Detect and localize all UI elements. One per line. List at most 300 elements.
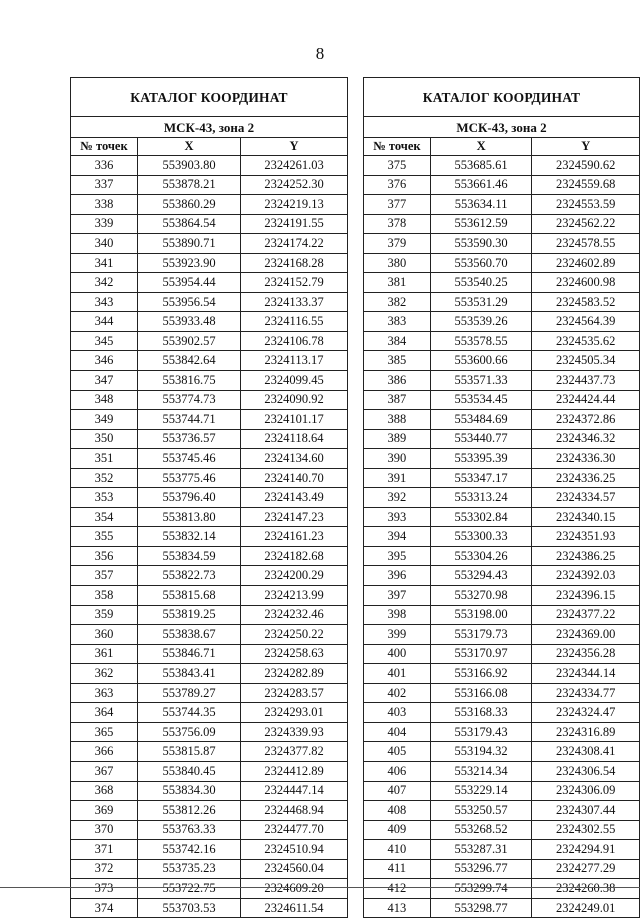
table-row [364,156,640,176]
x-coordinate-cell: 553860.29 [138,195,241,215]
table-row [71,546,348,566]
catalog-title: КАТАЛОГ КООРДИНАТ [71,78,348,117]
x-coordinate-cell: 553789.27 [138,683,241,703]
y-coordinate-cell: 2324261.03 [241,156,348,176]
table-row [71,468,348,488]
table-row [71,683,348,703]
column-header-x: X [430,138,532,156]
x-coordinate-cell: 553878.21 [138,175,241,195]
x-coordinate-cell: 553531.29 [430,292,532,312]
y-coordinate-cell: 2324147.23 [241,507,348,527]
y-coordinate-cell: 2324369.00 [532,625,640,645]
table-row [364,331,640,351]
table-row [71,859,348,879]
table-row [71,195,348,215]
x-coordinate-cell: 553194.32 [430,742,532,762]
y-coordinate-cell: 2324293.01 [241,703,348,723]
table-row [364,195,640,215]
y-coordinate-cell: 2324152.79 [241,273,348,293]
y-coordinate-cell: 2324334.77 [532,683,640,703]
point-number-cell: 371 [71,840,138,860]
x-coordinate-cell: 553832.14 [138,527,241,547]
column-header-point-number: № точек [364,138,431,156]
y-coordinate-cell: 2324602.89 [532,253,640,273]
point-number-cell: 394 [364,527,431,547]
y-coordinate-cell: 2324336.25 [532,468,640,488]
x-coordinate-cell: 553842.64 [138,351,241,371]
table-row [71,742,348,762]
table-row [71,879,348,899]
x-coordinate-cell: 553846.71 [138,644,241,664]
x-coordinate-cell: 553229.14 [430,781,532,801]
y-coordinate-cell: 2324356.28 [532,644,640,664]
point-number-cell: 370 [71,820,138,840]
x-coordinate-cell: 553819.25 [138,605,241,625]
point-number-cell: 369 [71,801,138,821]
y-coordinate-cell: 2324583.52 [532,292,640,312]
x-coordinate-cell: 553313.24 [430,488,532,508]
point-number-cell: 355 [71,527,138,547]
y-coordinate-cell: 2324294.91 [532,840,640,860]
point-number-cell: 372 [71,859,138,879]
y-coordinate-cell: 2324101.17 [241,410,348,430]
point-number-cell: 406 [364,761,431,781]
y-coordinate-cell: 2324200.29 [241,566,348,586]
x-coordinate-cell: 553298.77 [430,898,532,918]
point-number-cell: 405 [364,742,431,762]
table-row [71,331,348,351]
table-row [71,312,348,332]
y-coordinate-cell: 2324283.57 [241,683,348,703]
table-row [71,253,348,273]
x-coordinate-cell: 553270.98 [430,586,532,606]
table-row [364,683,640,703]
y-coordinate-cell: 2324340.15 [532,507,640,527]
table-row [364,449,640,469]
point-number-cell: 377 [364,195,431,215]
y-coordinate-cell: 2324168.28 [241,253,348,273]
point-number-cell: 383 [364,312,431,332]
x-coordinate-cell: 553816.75 [138,371,241,391]
y-coordinate-cell: 2324377.22 [532,605,640,625]
table-row [364,859,640,879]
table-row [364,605,640,625]
x-coordinate-cell: 553736.57 [138,429,241,449]
table-row [71,605,348,625]
table-row [71,292,348,312]
y-coordinate-cell: 2324282.89 [241,664,348,684]
point-number-cell: 337 [71,175,138,195]
point-number-cell: 384 [364,331,431,351]
y-coordinate-cell: 2324249.01 [532,898,640,918]
x-coordinate-cell: 553763.33 [138,820,241,840]
point-number-cell: 389 [364,429,431,449]
table-row [364,879,640,899]
point-number-cell: 375 [364,156,431,176]
y-coordinate-cell: 2324250.22 [241,625,348,645]
point-number-cell: 403 [364,703,431,723]
y-coordinate-cell: 2324277.29 [532,859,640,879]
y-coordinate-cell: 2324505.34 [532,351,640,371]
table-row [71,761,348,781]
table-row [364,175,640,195]
point-number-cell: 413 [364,898,431,918]
point-number-cell: 410 [364,840,431,860]
x-coordinate-cell: 553815.87 [138,742,241,762]
point-number-cell: 361 [71,644,138,664]
table-row [364,507,640,527]
table-row [71,390,348,410]
point-number-cell: 341 [71,253,138,273]
x-coordinate-cell: 553843.41 [138,664,241,684]
point-number-cell: 356 [71,546,138,566]
x-coordinate-cell: 553539.26 [430,312,532,332]
x-coordinate-cell: 553834.59 [138,546,241,566]
y-coordinate-cell: 2324477.70 [241,820,348,840]
table-row [364,253,640,273]
table-row [364,390,640,410]
x-coordinate-cell: 553812.26 [138,801,241,821]
y-coordinate-cell: 2324344.14 [532,664,640,684]
x-coordinate-cell: 553179.43 [430,722,532,742]
point-number-cell: 392 [364,488,431,508]
table-row [364,625,640,645]
column-header-y: Y [532,138,640,156]
y-coordinate-cell: 2324134.60 [241,449,348,469]
point-number-cell: 344 [71,312,138,332]
column-header-row [71,138,348,156]
point-number-cell: 396 [364,566,431,586]
y-coordinate-cell: 2324182.68 [241,546,348,566]
y-coordinate-cell: 2324334.57 [532,488,640,508]
point-number-cell: 350 [71,429,138,449]
y-coordinate-cell: 2324133.37 [241,292,348,312]
table-row [71,566,348,586]
x-coordinate-cell: 553744.35 [138,703,241,723]
y-coordinate-cell: 2324346.32 [532,429,640,449]
x-coordinate-cell: 553661.46 [430,175,532,195]
y-coordinate-cell: 2324099.45 [241,371,348,391]
point-number-cell: 348 [71,390,138,410]
x-coordinate-cell: 553745.46 [138,449,241,469]
y-coordinate-cell: 2324560.04 [241,859,348,879]
table-row [364,801,640,821]
x-coordinate-cell: 553198.00 [430,605,532,625]
table-row [364,898,640,918]
table-row [71,175,348,195]
x-coordinate-cell: 553168.33 [430,703,532,723]
y-coordinate-cell: 2324090.92 [241,390,348,410]
point-number-cell: 367 [71,761,138,781]
point-number-cell: 351 [71,449,138,469]
column-header-row [364,138,640,156]
table-row [71,527,348,547]
point-number-cell: 393 [364,507,431,527]
point-number-cell: 399 [364,625,431,645]
table-row [71,820,348,840]
y-coordinate-cell: 2324306.54 [532,761,640,781]
table-row [364,586,640,606]
table-row [71,507,348,527]
y-coordinate-cell: 2324590.62 [532,156,640,176]
y-coordinate-cell: 2324252.30 [241,175,348,195]
x-coordinate-cell: 553268.52 [430,820,532,840]
y-coordinate-cell: 2324118.64 [241,429,348,449]
table-row [71,840,348,860]
column-header-y: Y [241,138,348,156]
x-coordinate-cell: 553840.45 [138,761,241,781]
table-row [364,429,640,449]
x-coordinate-cell: 553756.09 [138,722,241,742]
table-row [364,214,640,234]
y-coordinate-cell: 2324562.22 [532,214,640,234]
point-number-cell: 400 [364,644,431,664]
y-coordinate-cell: 2324377.82 [241,742,348,762]
y-coordinate-cell: 2324553.59 [532,195,640,215]
x-coordinate-cell: 553685.61 [430,156,532,176]
y-coordinate-cell: 2324140.70 [241,468,348,488]
point-number-cell: 354 [71,507,138,527]
y-coordinate-cell: 2324336.30 [532,449,640,469]
x-coordinate-cell: 553302.84 [430,507,532,527]
point-number-cell: 382 [364,292,431,312]
x-coordinate-cell: 553744.71 [138,410,241,430]
point-number-cell: 342 [71,273,138,293]
point-number-cell: 358 [71,586,138,606]
table-row [71,722,348,742]
table-row [364,410,640,430]
point-number-cell: 373 [71,879,138,899]
table-row [364,351,640,371]
point-number-cell: 387 [364,390,431,410]
table-row [364,292,640,312]
point-number-cell: 363 [71,683,138,703]
y-coordinate-cell: 2324468.94 [241,801,348,821]
zone-title: МСК-43, зона 2 [71,117,348,138]
point-number-cell: 343 [71,292,138,312]
table-row [364,546,640,566]
x-coordinate-cell: 553299.74 [430,879,532,899]
x-coordinate-cell: 553484.69 [430,410,532,430]
x-coordinate-cell: 553902.57 [138,331,241,351]
y-coordinate-cell: 2324392.03 [532,566,640,586]
y-coordinate-cell: 2324412.89 [241,761,348,781]
x-coordinate-cell: 553571.33 [430,371,532,391]
page-number: 8 [315,44,325,63]
zone-title: МСК-43, зона 2 [364,117,640,138]
x-coordinate-cell: 553287.31 [430,840,532,860]
x-coordinate-cell: 553170.97 [430,644,532,664]
point-number-cell: 408 [364,801,431,821]
x-coordinate-cell: 553347.17 [430,468,532,488]
x-coordinate-cell: 553578.55 [430,331,532,351]
y-coordinate-cell: 2324174.22 [241,234,348,254]
table-row [364,820,640,840]
table-row [71,488,348,508]
column-header-x: X [138,138,241,156]
table-row [71,371,348,391]
point-number-cell: 366 [71,742,138,762]
x-coordinate-cell: 553440.77 [430,429,532,449]
y-coordinate-cell: 2324306.09 [532,781,640,801]
x-coordinate-cell: 553822.73 [138,566,241,586]
x-coordinate-cell: 553600.66 [430,351,532,371]
y-coordinate-cell: 2324260.38 [532,879,640,899]
y-coordinate-cell: 2324372.86 [532,410,640,430]
x-coordinate-cell: 553834.30 [138,781,241,801]
table-row [71,410,348,430]
y-coordinate-cell: 2324535.62 [532,331,640,351]
point-number-cell: 339 [71,214,138,234]
y-coordinate-cell: 2324510.94 [241,840,348,860]
point-number-cell: 352 [71,468,138,488]
x-coordinate-cell: 553923.90 [138,253,241,273]
y-coordinate-cell: 2324316.89 [532,722,640,742]
table-row [71,781,348,801]
x-coordinate-cell: 553300.33 [430,527,532,547]
x-coordinate-cell: 553735.23 [138,859,241,879]
y-coordinate-cell: 2324437.73 [532,371,640,391]
table-row [364,644,640,664]
point-number-cell: 364 [71,703,138,723]
point-number-cell: 368 [71,781,138,801]
x-coordinate-cell: 553703.53 [138,898,241,918]
y-coordinate-cell: 2324351.93 [532,527,640,547]
x-coordinate-cell: 553815.68 [138,586,241,606]
x-coordinate-cell: 553722.75 [138,879,241,899]
x-coordinate-cell: 553742.16 [138,840,241,860]
point-number-cell: 386 [364,371,431,391]
table-row [364,840,640,860]
table-row [364,742,640,762]
y-coordinate-cell: 2324116.55 [241,312,348,332]
table-row [71,214,348,234]
point-number-cell: 349 [71,410,138,430]
point-number-cell: 336 [71,156,138,176]
table-row [364,273,640,293]
point-number-cell: 402 [364,683,431,703]
point-number-cell: 380 [364,253,431,273]
point-number-cell: 353 [71,488,138,508]
table-row [364,722,640,742]
x-coordinate-cell: 553395.39 [430,449,532,469]
table-row [364,664,640,684]
point-number-cell: 357 [71,566,138,586]
point-number-cell: 365 [71,722,138,742]
y-coordinate-cell: 2324447.14 [241,781,348,801]
y-coordinate-cell: 2324219.13 [241,195,348,215]
x-coordinate-cell: 553540.25 [430,273,532,293]
x-coordinate-cell: 553612.59 [430,214,532,234]
x-coordinate-cell: 553179.73 [430,625,532,645]
table-row [71,234,348,254]
point-number-cell: 409 [364,820,431,840]
table-row [364,234,640,254]
y-coordinate-cell: 2324339.93 [241,722,348,742]
point-number-cell: 397 [364,586,431,606]
y-coordinate-cell: 2324609.20 [241,879,348,899]
y-coordinate-cell: 2324308.41 [532,742,640,762]
table-row [364,703,640,723]
y-coordinate-cell: 2324396.15 [532,586,640,606]
y-coordinate-cell: 2324191.55 [241,214,348,234]
y-coordinate-cell: 2324106.78 [241,331,348,351]
x-coordinate-cell: 553166.08 [430,683,532,703]
y-coordinate-cell: 2324386.25 [532,546,640,566]
table-row [71,429,348,449]
x-coordinate-cell: 553534.45 [430,390,532,410]
table-row [71,273,348,293]
y-coordinate-cell: 2324424.44 [532,390,640,410]
table-row [71,801,348,821]
y-coordinate-cell: 2324232.46 [241,605,348,625]
x-coordinate-cell: 553296.77 [430,859,532,879]
point-number-cell: 385 [364,351,431,371]
point-number-cell: 338 [71,195,138,215]
y-coordinate-cell: 2324258.63 [241,644,348,664]
table-row [364,488,640,508]
x-coordinate-cell: 553954.44 [138,273,241,293]
x-coordinate-cell: 553864.54 [138,214,241,234]
point-number-cell: 388 [364,410,431,430]
point-number-cell: 362 [71,664,138,684]
x-coordinate-cell: 553250.57 [430,801,532,821]
coordinate-catalog-table [70,77,348,918]
point-number-cell: 378 [364,214,431,234]
bottom-divider [0,887,640,888]
x-coordinate-cell: 553933.48 [138,312,241,332]
point-number-cell: 401 [364,664,431,684]
point-number-cell: 360 [71,625,138,645]
x-coordinate-cell: 553560.70 [430,253,532,273]
y-coordinate-cell: 2324113.17 [241,351,348,371]
coordinate-catalog-table [363,77,640,918]
x-coordinate-cell: 553294.43 [430,566,532,586]
point-number-cell: 398 [364,605,431,625]
x-coordinate-cell: 553838.67 [138,625,241,645]
y-coordinate-cell: 2324564.39 [532,312,640,332]
point-number-cell: 346 [71,351,138,371]
x-coordinate-cell: 553813.80 [138,507,241,527]
y-coordinate-cell: 2324324.47 [532,703,640,723]
point-number-cell: 374 [71,898,138,918]
point-number-cell: 411 [364,859,431,879]
table-row [71,449,348,469]
table-row [71,703,348,723]
y-coordinate-cell: 2324302.55 [532,820,640,840]
table-row [364,312,640,332]
table-row [364,566,640,586]
point-number-cell: 347 [71,371,138,391]
y-coordinate-cell: 2324161.23 [241,527,348,547]
table-row [364,371,640,391]
point-number-cell: 404 [364,722,431,742]
table-row [71,586,348,606]
x-coordinate-cell: 553590.30 [430,234,532,254]
table-row [71,625,348,645]
x-coordinate-cell: 553214.34 [430,761,532,781]
y-coordinate-cell: 2324143.49 [241,488,348,508]
table-row [71,664,348,684]
table-row [71,644,348,664]
x-coordinate-cell: 553775.46 [138,468,241,488]
point-number-cell: 395 [364,546,431,566]
table-row [364,468,640,488]
y-coordinate-cell: 2324307.44 [532,801,640,821]
table-row [71,156,348,176]
y-coordinate-cell: 2324213.99 [241,586,348,606]
x-coordinate-cell: 553956.54 [138,292,241,312]
